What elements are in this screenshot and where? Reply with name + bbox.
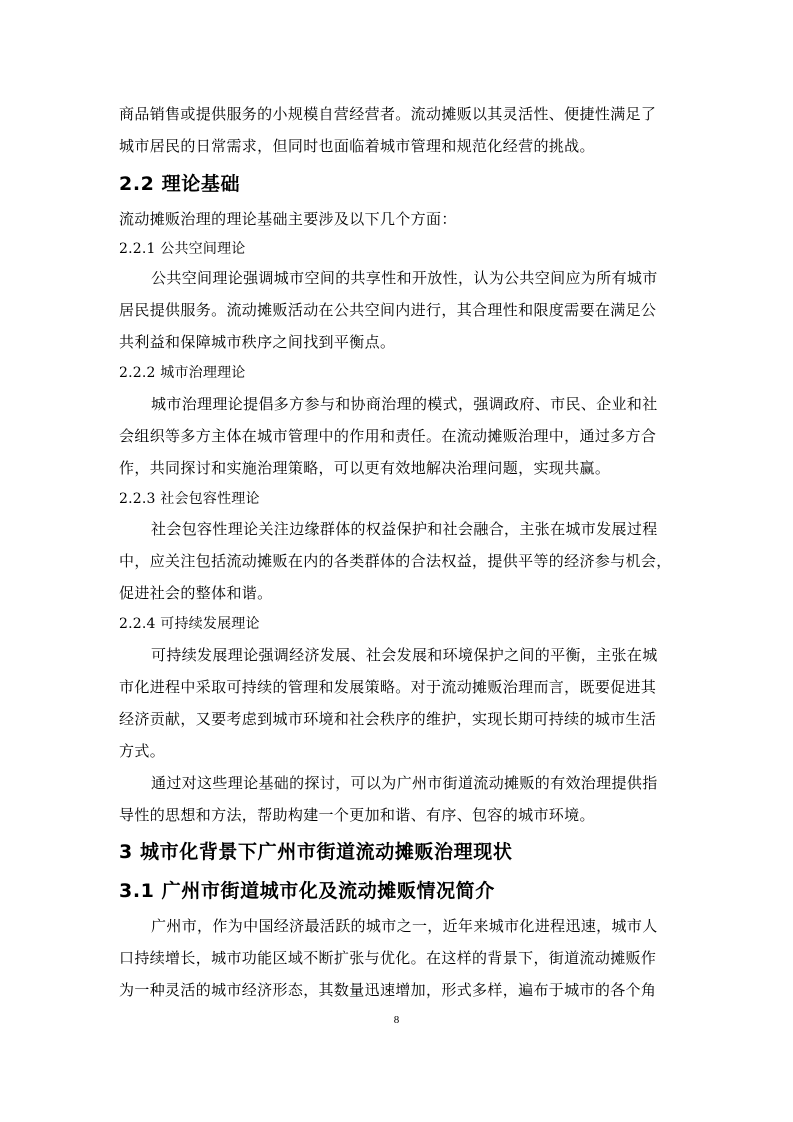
body-text-line: 为一种灵活的城市经济形态，其数量迅速增加，形式多样，遍布于城市的各个角 (119, 981, 657, 999)
page-number: 8 (393, 1014, 400, 1026)
body-text-line: 广州市，作为中国经济最活跃的城市之一，近年来城市化进程迅速，城市人 (151, 917, 658, 935)
body-text-line: 会组织等多方主体在城市管理中的作用和责任。在流动摊贩治理中，通过多方合 (119, 427, 657, 445)
body-text-line: 经济贡献，又要考虑到城市环境和社会秩序的维护，实现长期可持续的城市生活 (119, 710, 657, 728)
body-text-line: 作，共同探讨和实施治理策略，可以更有效地解决治理问题，实现共赢。 (119, 459, 611, 477)
body-text-line: 公共空间理论强调城市空间的共享性和开放性，认为公共空间应为所有城市 (151, 269, 658, 287)
section-heading-2-2: 2.2 理论基础 (119, 173, 241, 195)
body-text-line: 可持续发展理论强调经济发展、社会发展和环境保护之间的平衡，主张在城 (151, 646, 658, 664)
subsection-heading-2-2-1: 2.2.1 公共空间理论 (119, 241, 246, 257)
body-text-line: 口持续增长，城市功能区域不断扩张与优化。在这样的背景下，街道流动摊贩作 (119, 949, 657, 967)
chapter-heading-3: 3 城市化背景下广州市街道流动摊贩治理现状 (119, 841, 513, 863)
body-text-line: 通过对这些理论基础的探讨，可以为广州市街道流动摊贩的有效治理提供指 (151, 774, 658, 792)
section-intro: 流动摊贩治理的理论基础主要涉及以下几个方面： (119, 210, 457, 228)
body-text-line: 导性的思想和方法，帮助构建一个更加和谐、有序、包容的城市环境。 (119, 806, 595, 824)
body-text-line: 城市治理理论提倡多方参与和协商治理的模式，强调政府、市民、企业和社 (151, 395, 658, 413)
body-text-line: 促进社会的整体和谐。 (119, 584, 273, 602)
body-text-line: 共利益和保障城市秩序之间找到平衡点。 (119, 333, 396, 351)
subsection-heading-2-2-3: 2.2.3 社会包容性理论 (119, 491, 260, 507)
body-text-line: 社会包容性理论关注边缘群体的权益保护和社会融合，主张在城市发展过程 (151, 520, 658, 538)
subsection-heading-2-2-2: 2.2.2 城市治理理论 (119, 365, 246, 381)
body-text-line: 商品销售或提供服务的小规模自营经营者。流动摊贩以其灵活性、便捷性满足了 (119, 105, 657, 123)
body-text-line: 居民提供服务。流动摊贩活动在公共空间内进行，其合理性和限度需要在满足公 (119, 301, 657, 319)
body-text-line: 市化进程中采取可持续的管理和发展策略。对于流动摊贩治理而言，既要促进其 (119, 678, 657, 696)
body-text-line: 中，应关注包括流动摊贩在内的各类群体的合法权益，提供平等的经济参与机会， (119, 552, 672, 570)
subsection-heading-2-2-4: 2.2.4 可持续发展理论 (119, 616, 260, 632)
body-text-line: 城市居民的日常需求，但同时也面临着城市管理和规范化经营的挑战。 (119, 137, 595, 155)
body-text-line: 方式。 (119, 742, 166, 760)
section-heading-3-1: 3.1 广州市街道城市化及流动摊贩情况简介 (119, 880, 495, 902)
